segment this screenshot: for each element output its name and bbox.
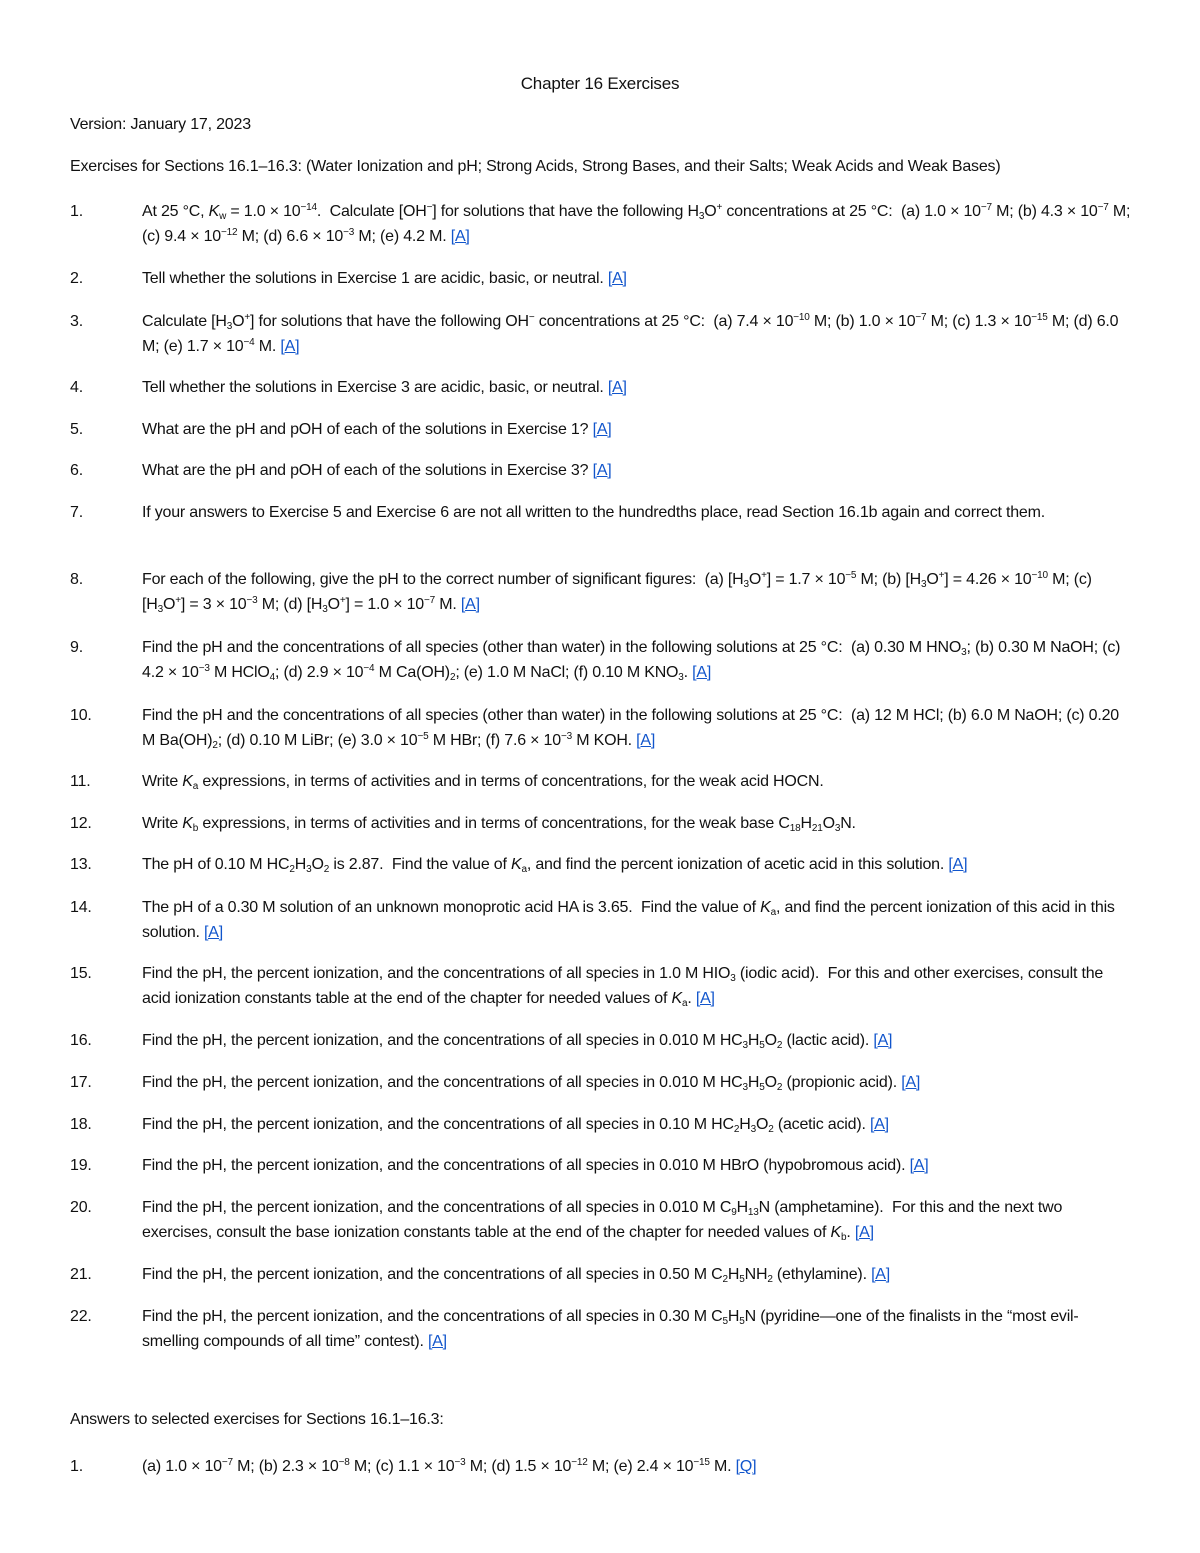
exercise-number: 11. bbox=[70, 773, 91, 790]
exercise-number: 18. bbox=[70, 1116, 92, 1133]
exercise-text: If your answers to Exercise 5 and Exercise 6 are not all written to the hundredths place, read Section 16.1b again and correct them. bbox=[142, 504, 1046, 521]
answer-link[interactable]: [A] bbox=[592, 421, 612, 438]
answers-heading: Answers to selected exercises for Sections 16.1–16.3: bbox=[70, 1411, 444, 1428]
exercise-text bbox=[142, 266, 1132, 291]
exercise-number: 5. bbox=[70, 421, 83, 438]
exercise-number: 22. bbox=[70, 1308, 92, 1325]
exercise-number: 10. bbox=[70, 707, 92, 724]
exercise-text-body: Tell whether the solutions in Exercise 1 are acidic, basic, or neutral. bbox=[142, 270, 604, 287]
page-title: Chapter 16 Exercises bbox=[520, 74, 680, 93]
answer-link[interactable]: [A] bbox=[854, 1224, 874, 1241]
exercise-text: The pH of a 0.30 M solution of an unknown monoprotic acid HA is 3.65. Find the value of $K_a$, and find the percent ionization of this acid in this solution. [A] bbox=[142, 899, 1115, 941]
exercise-text-body: Tell whether the solutions in Exercise 3 are acidic, basic, or neutral. bbox=[142, 379, 604, 396]
section-heading: Exercises for Sections 16.1–16.3: (Water Ionization and pH; Strong Acids, Strong Bases, and their Salts; Weak Acids and Weak Bases) bbox=[70, 158, 1001, 175]
exercise-number: 20. bbox=[70, 1199, 92, 1216]
answer-link[interactable]: [A] bbox=[607, 270, 627, 287]
exercise-text: Find the pH, the percent ionization, and the concentrations of all species in 0.010 M $HC_3H_5O_2$ (propionic acid). [A] bbox=[142, 1074, 921, 1093]
exercise-number: 3. bbox=[70, 313, 83, 330]
exercise-number: 2. bbox=[70, 270, 83, 287]
exercise-text: Find the pH, the percent ionization, and the concentrations of all species in 0.10 M $HC_2H_3O_2$ (acetic acid). [A] bbox=[142, 1116, 889, 1135]
answer-link[interactable]: [A] bbox=[636, 732, 656, 749]
exercise-number: 6. bbox=[70, 462, 83, 479]
answer-link[interactable]: [A] bbox=[869, 1116, 889, 1133]
exercise-text: Find the pH, the percent ionization, and the concentrations of all species in 1.0 M $HIO_3$ (iodic acid). For this and other exercises, consult the acid ionization constants table at the end of the chapter for needed values of $K_a$. [A] bbox=[142, 965, 1104, 1009]
exercise-text bbox=[142, 458, 1132, 483]
exercise-text: Find the pH and the concentrations of all species (other than water) in the following solutions at 25 °C: (a) 12 M HCl; (b) 6.0 M NaOH; (c) 0.20 M $Ba(OH)_2$; (d) 0.10 M LiBr; (e) $3.0 \times 10^{-5}$ M HBr; (f) $7.6 \times 10^{-3}$ M KOH. [A] bbox=[142, 707, 1119, 751]
answer-link[interactable]: [A] bbox=[427, 1333, 447, 1350]
exercise-number: 19. bbox=[70, 1157, 92, 1174]
exercise-number: 17. bbox=[70, 1074, 92, 1091]
exercise-text: For each of the following, give the pH to the correct number of significant figures: (a) $[H_3O^+] = 1.7 \times 10^{-5}$ M; (b) $[H_3O^+] = 4.26 \times 10^{-10}$ M; (c) $[H_3O^+] = 3 \times 10^{-3}$ M; (d) $[H_3O^+] = 1.0 \times 10^{-7}$ M. [A] bbox=[142, 570, 1092, 615]
answer-link[interactable]: [A] bbox=[607, 379, 627, 396]
exercise-text: Find the pH, the percent ionization, and the concentrations of all species in 0.010 M HBrO (hypobromous acid). [A] bbox=[142, 1157, 929, 1174]
answer-link[interactable]: [A] bbox=[592, 462, 612, 479]
exercise-text: Calculate $[H_3O^+]$ for solutions that have the following OH− concentrations at 25 °C: (a) $7.4 \times 10^{-10}$ M; (b) $1.0 \times 10^{-7}$ M; (c) $1.3 \times 10^{-15}$ M; (d) 6.0 M; (e) $1.7 \times 10^{-4}$ M. [A] bbox=[142, 312, 1119, 355]
exercise-text: Write $K_b$ expressions, in terms of activities and in terms of concentrations, for the weak base $C_{18}H_{21}O_3N$. bbox=[142, 815, 856, 834]
exercise-number: 21. bbox=[70, 1266, 92, 1283]
exercise-text: Find the pH and the concentrations of all species (other than water) in the following solutions at 25 °C: (a) 0.30 M $HNO_3$; (b) 0.30 M NaOH; (c) $4.2 \times 10^{-3}$ M HClO$_4$; (d) $2.9 \times 10^{-4}$ M $Ca(OH)_2$; (e) 1.0 M NaCl; (f) 0.10 M $KNO_3$. [A] bbox=[142, 639, 1121, 683]
exercise-text: The pH of 0.10 M $HC_2H_3O_2$ is 2.87. Find the value of $K_a$, and find the percent ionization of acetic acid in this solution. [A] bbox=[142, 856, 968, 875]
answer-link[interactable]: [A] bbox=[873, 1032, 893, 1049]
answer-link[interactable]: [A] bbox=[460, 596, 480, 613]
answer-link[interactable]: [A] bbox=[204, 924, 224, 941]
question-link[interactable]: [Q] bbox=[735, 1458, 757, 1475]
exercise-number: 7. bbox=[70, 504, 83, 521]
exercise-text: Find the pH, the percent ionization, and the concentrations of all species in 0.50 M $C_2H_5NH_2$ (ethylamine). [A] bbox=[142, 1266, 891, 1285]
exercise-number: 15. bbox=[70, 965, 92, 982]
answer-link[interactable]: [A] bbox=[692, 664, 712, 681]
answer-link[interactable]: [A] bbox=[280, 338, 300, 355]
version-line: Version: January 17, 2023 bbox=[70, 116, 251, 133]
answer-link[interactable]: [A] bbox=[948, 856, 968, 873]
answer-link[interactable]: [A] bbox=[901, 1074, 921, 1091]
exercise-text: Find the pH, the percent ionization, and the concentrations of all species in 0.30 M $C_5H_5N$ (pyridine—one of the finalists in the “most evil-smelling compounds of all time” contest). [A] bbox=[142, 1308, 1079, 1350]
answer-text: (a) $1.0 \times 10^{-7}$ M; (b) $2.3 \times 10^{-8}$ M; (c) $1.1 \times 10^{-3}$ M; (d) $1.5 \times 10^{-12}$ M; (e) $2.4 \times 10^{-15}$ M. [Q] bbox=[142, 1457, 757, 1475]
answer-link[interactable]: [A] bbox=[695, 990, 715, 1007]
answer-link[interactable]: [A] bbox=[909, 1157, 929, 1174]
exercise-number: 14. bbox=[70, 899, 92, 916]
answer-number: 1. bbox=[70, 1458, 83, 1475]
exercise-text-body: What are the pH and pOH of each of the solutions in Exercise 3? bbox=[142, 462, 589, 479]
exercise-number: 13. bbox=[70, 856, 92, 873]
exercise-number: 9. bbox=[70, 639, 83, 656]
exercise-number: 16. bbox=[70, 1032, 92, 1049]
exercise-text: At 25 °C, $K_w = 1.0 \times 10^{-14}$. Calculate [OH−] for solutions that have the following $H_3O^+$ concentrations at 25 °C: (a) $1.0 \times 10^{-7}$ M; (b) $4.3 \times 10^{-7}$ M; (c) $9.4 \times 10^{-12}$ M; (d) $6.6 \times 10^{-3}$ M; (e) 4.2 M. [A] bbox=[142, 202, 1131, 245]
exercise-number: 4. bbox=[70, 379, 83, 396]
exercise-text bbox=[142, 417, 1132, 442]
exercise-number: 8. bbox=[70, 571, 83, 588]
answer-link[interactable]: [A] bbox=[450, 228, 470, 245]
exercise-number: 12. bbox=[70, 815, 92, 832]
exercise-text-body: What are the pH and pOH of each of the solutions in Exercise 1? bbox=[142, 421, 589, 438]
exercise-text bbox=[142, 375, 1132, 400]
exercise-text: Find the pH, the percent ionization, and the concentrations of all species in 0.010 M $C_9H_{13}N$ (amphetamine). For this and the next two exercises, consult the base ionization constants table at the end of the chapter for needed values of $K_b$. [A] bbox=[142, 1199, 1063, 1243]
exercise-text: Find the pH, the percent ionization, and the concentrations of all species in 0.010 M $HC_3H_5O_2$ (lactic acid). [A] bbox=[142, 1032, 893, 1051]
exercise-text: Write $K_a$ expressions, in terms of activities and in terms of concentrations, for the weak acid HOCN. bbox=[142, 773, 824, 792]
answer-link[interactable]: [A] bbox=[871, 1266, 891, 1283]
exercise-number: 1. bbox=[70, 203, 83, 220]
